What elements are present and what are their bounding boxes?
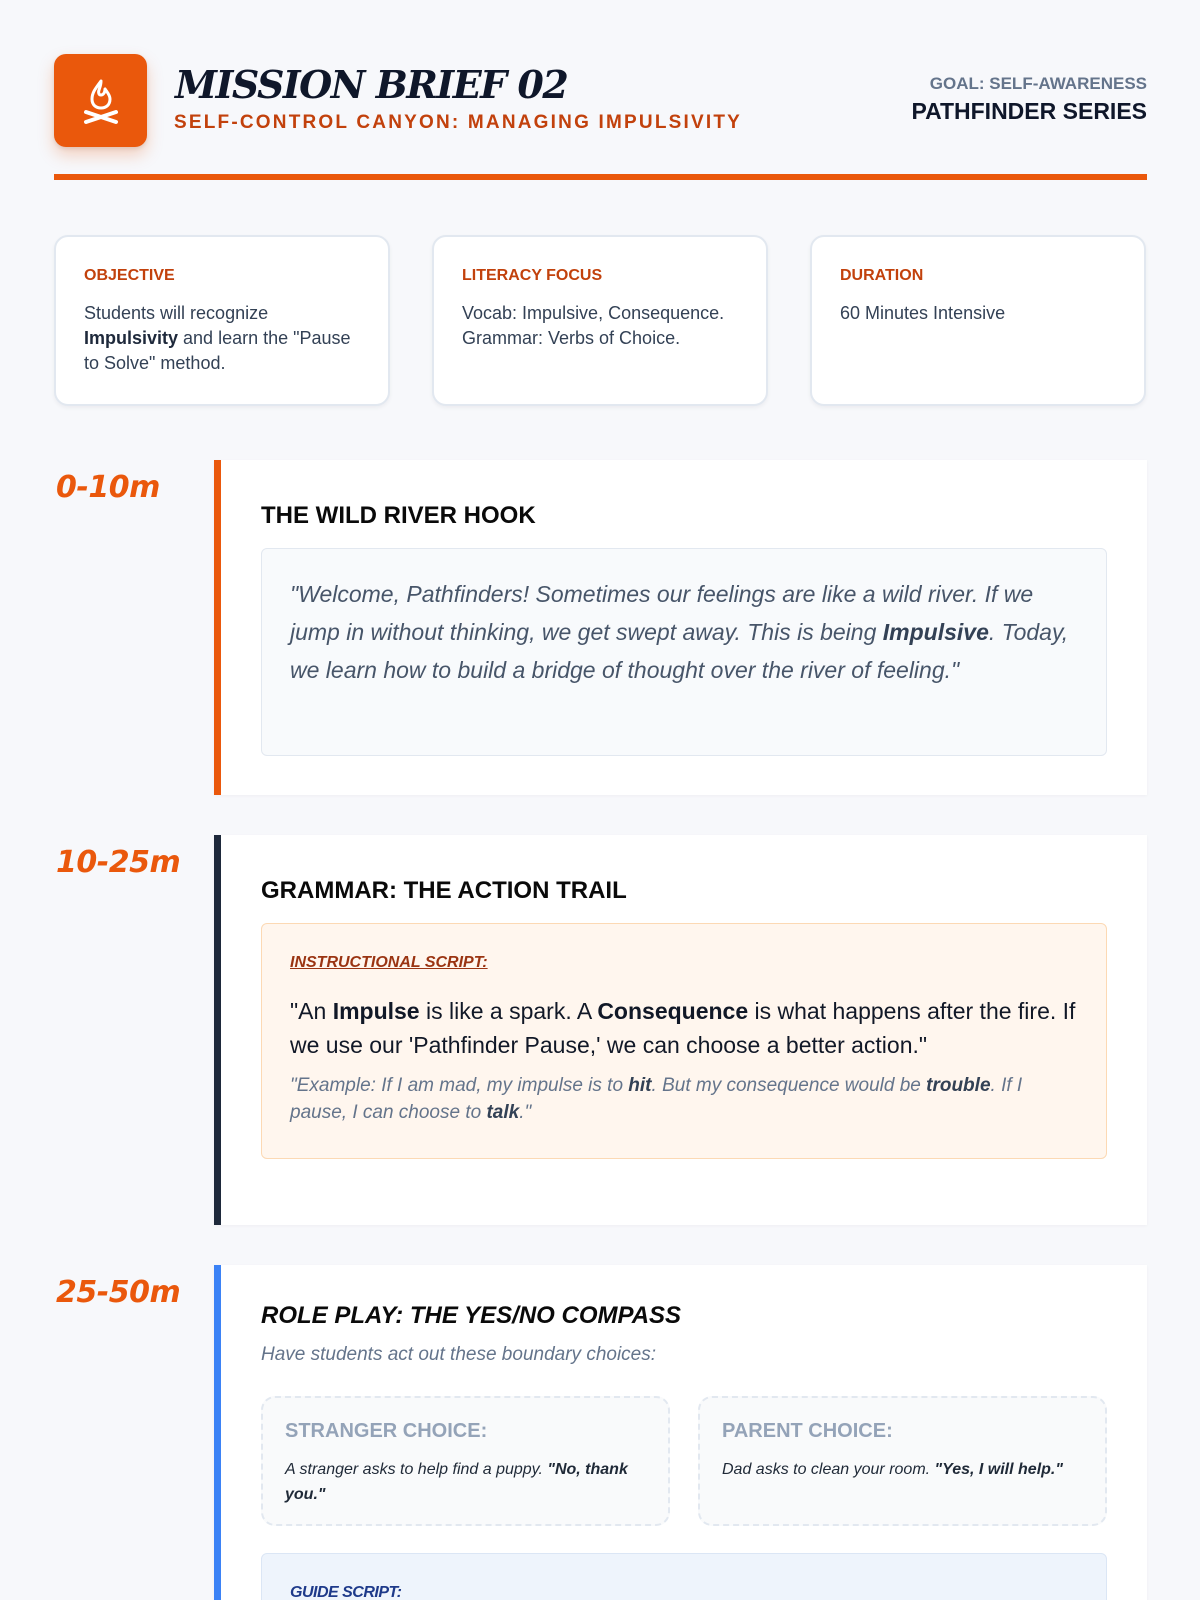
script-keyword: Impulse — [332, 998, 420, 1024]
script-example — [290, 1072, 1078, 1126]
example-text: ." — [519, 1102, 532, 1123]
script-main-text — [290, 994, 1078, 1062]
section-roleplay — [214, 1265, 1147, 1600]
logo-badge — [54, 54, 147, 147]
section-title: ROLE PLAY: THE YES/NO COMPASS — [261, 1302, 682, 1329]
choice-answer: "No, thank you." — [285, 1461, 628, 1503]
literacy-focus-label: LITERACY FOCUS — [462, 267, 603, 284]
objective-card — [54, 235, 390, 406]
guide-script-label: GUIDE SCRIPT: — [290, 1584, 402, 1600]
section-hook — [214, 460, 1147, 795]
example-keyword: talk — [486, 1102, 520, 1123]
objective-text-part: Students will recognize — [84, 303, 269, 323]
header — [54, 54, 1147, 180]
parent-choice-card — [698, 1396, 1107, 1526]
section-grammar — [214, 835, 1147, 1225]
objective-keyword: Impulsivity — [84, 328, 179, 348]
time-label-hook: 0-10m — [56, 470, 160, 505]
script-keyword: Consequence — [597, 998, 749, 1024]
script-label: INSTRUCTIONAL SCRIPT: — [290, 954, 488, 971]
example-text: . But my consequence would be — [651, 1075, 927, 1096]
mission-brief-page — [54, 0, 1147, 1600]
literacy-focus-text: Vocab: Impulsive, Consequence. Grammar: Verbs of Choice. — [462, 303, 725, 348]
example-text: "Example: If I am mad, my impulse is to — [290, 1075, 629, 1096]
time-label-roleplay: 25-50m — [56, 1275, 181, 1310]
quote-text: . Today, we learn how to build a bridge of thought over the river of feeling." — [290, 619, 1069, 683]
section-title: GRAMMAR: THE ACTION TRAIL — [261, 877, 627, 904]
choice-text — [722, 1457, 1083, 1482]
choice-title: PARENT CHOICE: — [722, 1420, 893, 1442]
script-text: "An — [290, 998, 333, 1024]
objective-text — [84, 301, 360, 376]
objective-text-part: and learn the "Pause to Solve" method. — [84, 328, 351, 373]
section-accent-bar — [214, 1265, 221, 1600]
duration-card — [810, 235, 1146, 406]
objective-label: OBJECTIVE — [84, 267, 175, 284]
page-subtitle: SELF-CONTROL CANYON: MANAGING IMPULSIVITY — [174, 112, 743, 133]
choice-scenario: Dad asks to clean your room. — [722, 1461, 935, 1478]
choice-text — [285, 1457, 646, 1507]
time-label-grammar: 10-25m — [56, 845, 181, 880]
choice-answer: "Yes, I will help." — [934, 1461, 1063, 1478]
quote-text: "Welcome, Pathfinders! Sometimes our feelings are like a wild river. If we jump in without thinking, we get swept away. This is being — [290, 581, 1034, 645]
section-subtitle: Have students act out these boundary choices: — [261, 1344, 657, 1365]
duration-label: DURATION — [840, 267, 924, 284]
script-text: is like a spark. A — [419, 998, 598, 1024]
example-text: . If I pause, I can choose to — [290, 1075, 1023, 1123]
duration-text: 60 Minutes Intensive — [840, 303, 1006, 323]
series-label: PATHFINDER SERIES — [911, 98, 1147, 124]
choice-scenario: A stranger asks to help find a puppy. — [285, 1461, 548, 1478]
quote-keyword: Impulsive — [882, 619, 989, 645]
section-title: THE WILD RIVER HOOK — [261, 502, 536, 529]
example-keyword: hit — [628, 1075, 652, 1096]
section-accent-bar — [214, 460, 221, 795]
guide-script — [261, 1553, 1107, 1600]
choice-title: STRANGER CHOICE: — [285, 1420, 488, 1442]
example-keyword: trouble — [926, 1075, 991, 1096]
script-text: is what happens after the fire. If we use our 'Pathfinder Pause,' we can choose a better action." — [290, 998, 1076, 1058]
header-divider — [54, 174, 1147, 180]
page-title: MISSION BRIEF 02 — [175, 62, 568, 107]
stranger-choice-card — [261, 1396, 670, 1526]
hook-quote — [261, 548, 1107, 756]
section-accent-bar — [214, 835, 221, 1225]
goal-label: GOAL: SELF-AWARENESS — [929, 74, 1147, 93]
instructional-script — [261, 923, 1107, 1159]
literacy-focus-card — [432, 235, 768, 406]
campfire-icon — [81, 77, 121, 125]
